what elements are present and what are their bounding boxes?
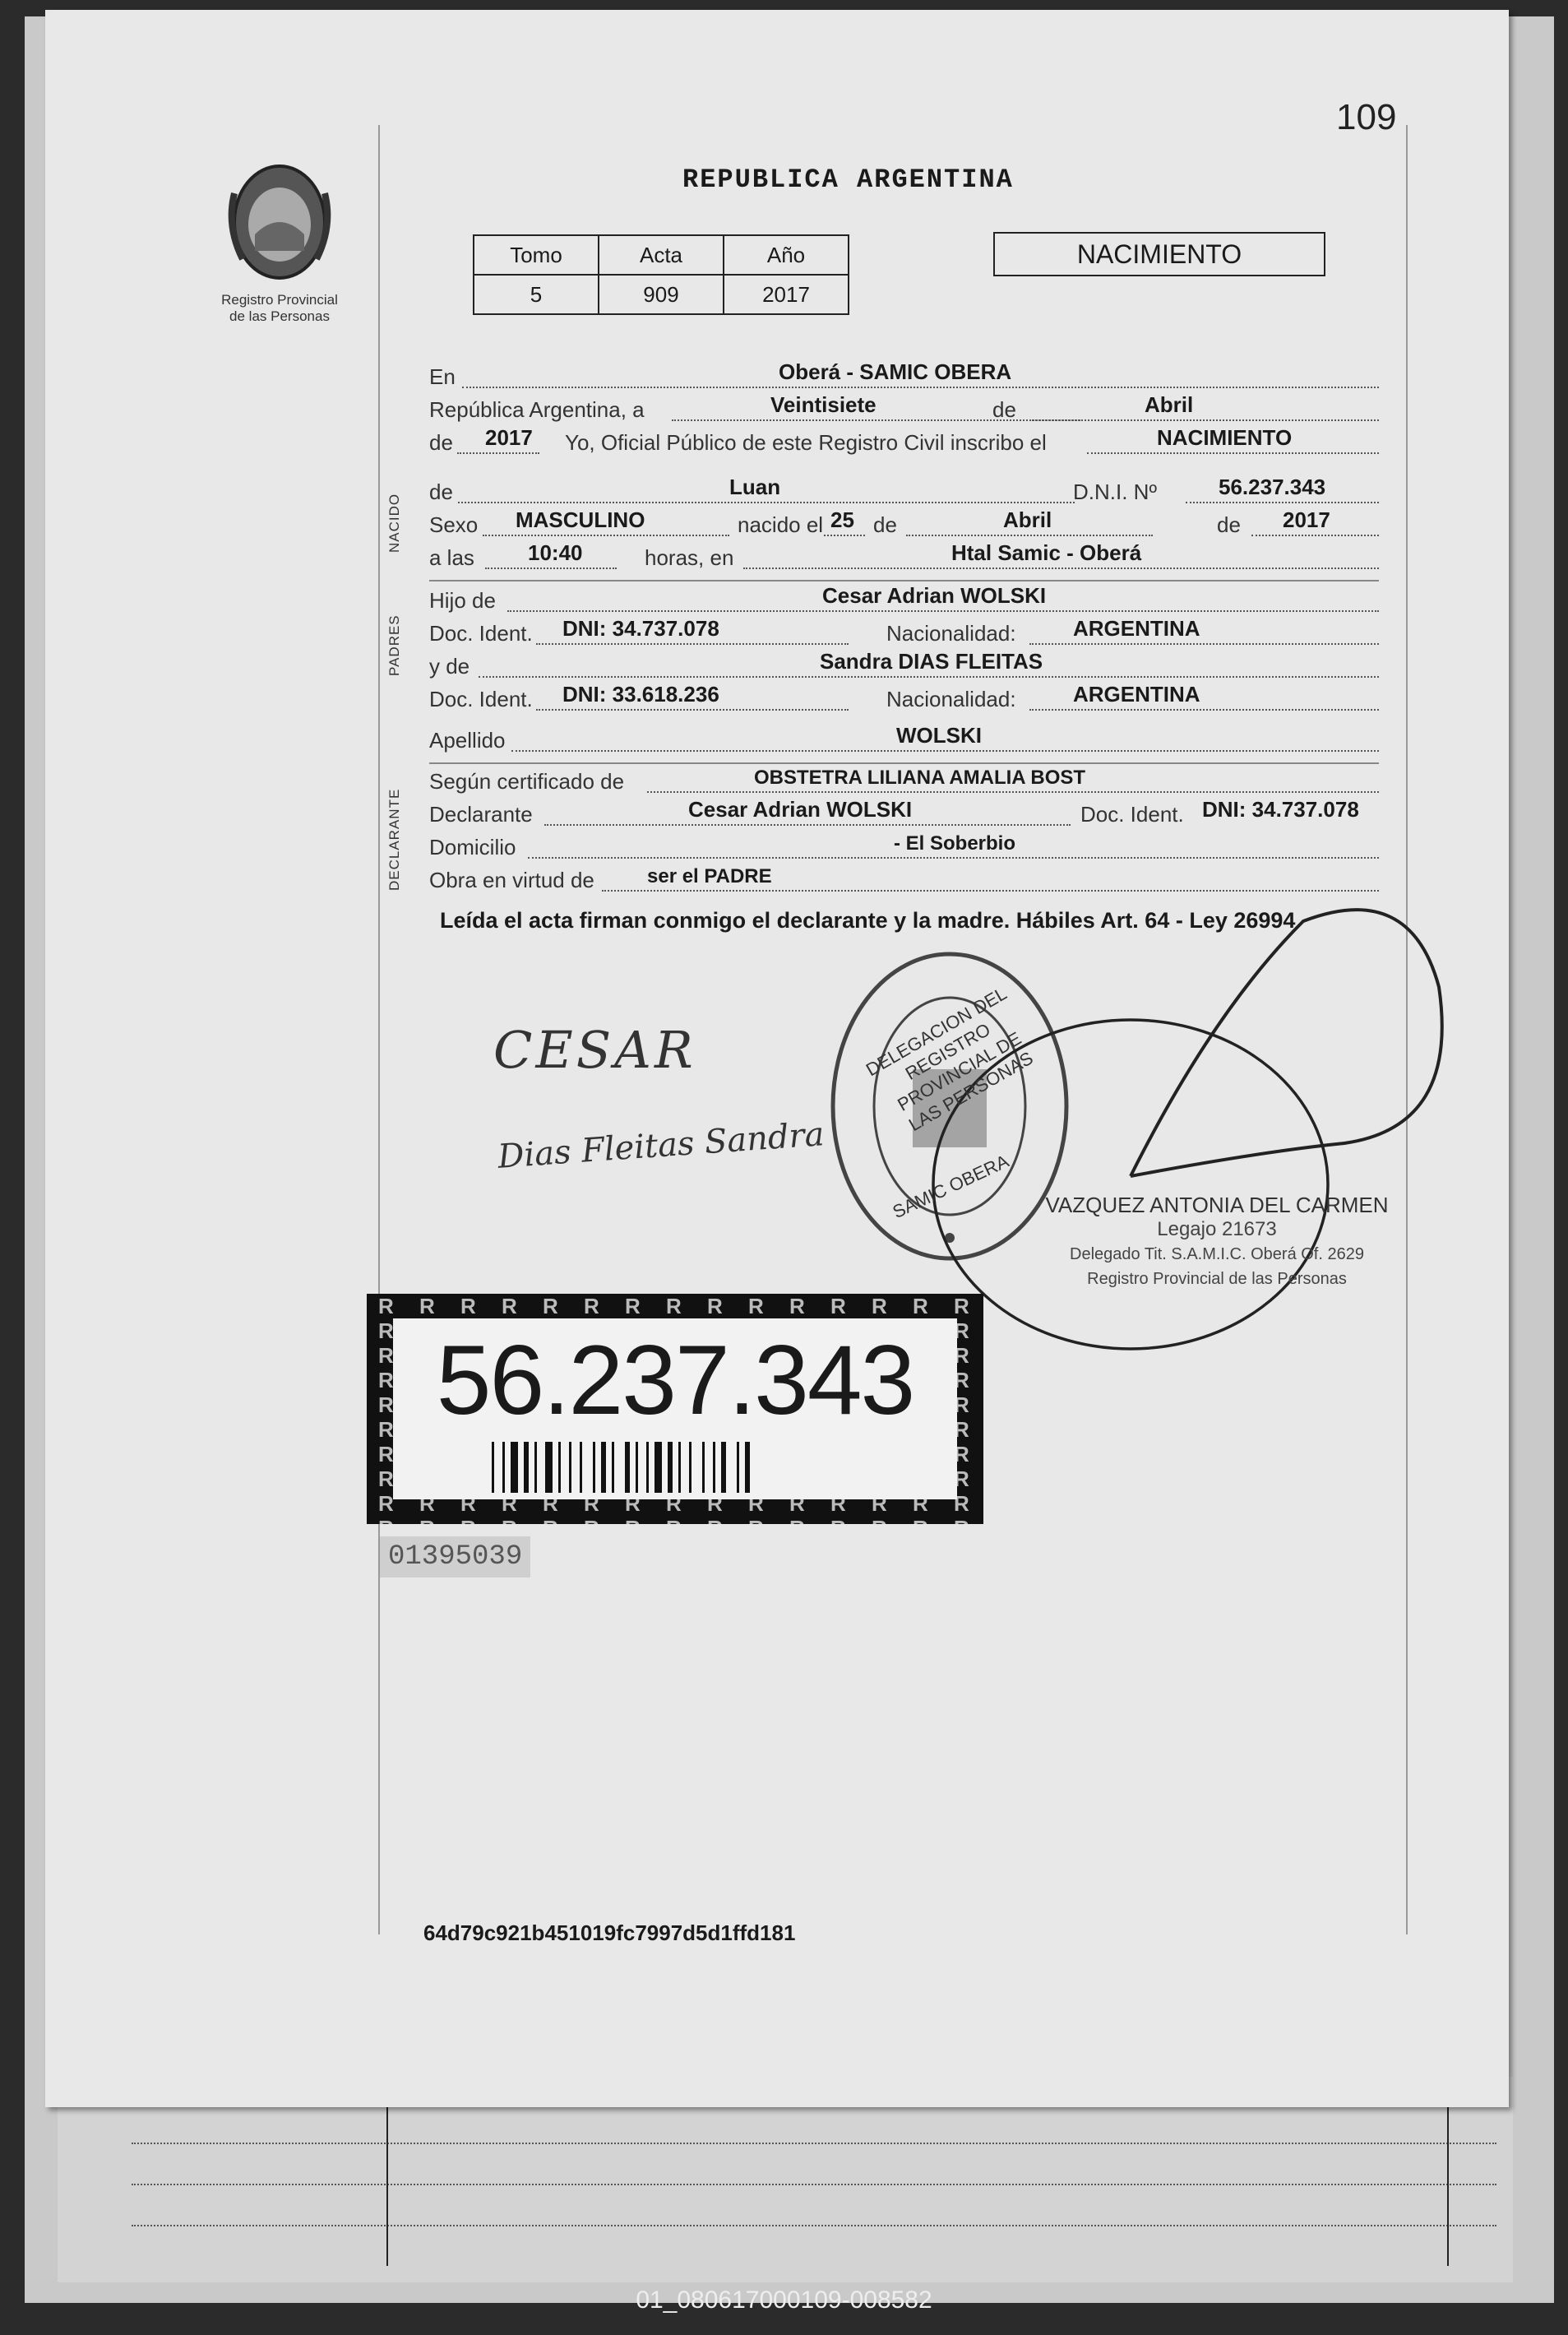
stamp-ring-text: DELEGACION DEL REGISTRO PROVINCIAL DE LAS PERSONAS [862,983,1037,1136]
back-form [58,2077,1513,2282]
barcode-bar [502,1442,505,1493]
barcode-bar [569,1442,571,1493]
record-type-box: NACIMIENTO [993,232,1325,276]
barcode-bar [668,1442,673,1493]
stamp-text [1040,1193,1394,1291]
barcode-inner [393,1318,957,1499]
label-officer: Yo, Oficial Público de este Registro Civil inscribo el [565,430,1047,455]
reference-header-row [474,235,849,275]
label-hijo-de: Hijo de [429,588,496,613]
section-label-declarante: DECLARANTE [386,788,402,891]
stamp-role: Delegado Tit. S.A.M.I.C. Oberá Of. 2629 [1070,1245,1364,1263]
stamp-official-name: VAZQUEZ ANTONIA DEL CARMEN [1045,1193,1389,1217]
label-y-de: y de [429,654,470,679]
barcode-bar [737,1442,739,1493]
barcode-bar [492,1442,494,1493]
row-newborn-name [429,477,1379,508]
barcode-bar [654,1442,662,1493]
row-capacity [429,865,1379,896]
label-nationality-1: Nacionalidad: [886,621,1016,646]
value-sex: MASCULINO [516,507,645,532]
value-time: 10:40 [528,540,583,565]
barcode-bar [601,1442,606,1493]
reference-header-tomo: Tomo [474,235,599,275]
barcode-bar [524,1442,529,1493]
label-republic: República Argentina, a [429,397,645,422]
reference-value-tomo: 5 [474,275,599,314]
barcode-bars [492,1442,858,1493]
label-doc-1: Doc. Ident. [429,621,533,646]
section-label-nacido: NACIDO [386,493,402,553]
label-dni: D.N.I. Nº [1073,480,1157,504]
row-father-doc [429,618,1379,650]
barcode-label [367,1294,983,1524]
row-mother-doc [429,684,1379,716]
barcode-bar [593,1442,595,1493]
row-officer [429,425,1379,459]
barcode-bar [558,1442,561,1493]
value-certificate: OBSTETRA LILIANA AMALIA BOST [754,767,1086,789]
row-father [429,583,1379,617]
registry-name-line-2: de las Personas [229,308,330,324]
reference-header-anio: Año [724,235,849,275]
label-a-las: a las [429,545,474,570]
barcode-bar [646,1442,649,1493]
row-certificate [429,767,1379,798]
label-born: nacido el [738,512,824,537]
mother-signature: Dias Fleitas Sandra [496,1115,826,1176]
label-declarante: Declarante [429,802,533,827]
value-address: - El Soberbio [894,832,1016,855]
section-label-padres: PADRES [386,614,402,676]
value-birth-day: 25 [830,507,854,532]
row-date [429,392,1379,426]
page-title: REPUBLICA ARGENTINA [682,164,1014,195]
value-father-nationality: ARGENTINA [1073,616,1200,641]
reference-value-row [474,275,849,314]
stamp-legajo: Legajo 21673 [1157,1218,1277,1240]
value-capacity: ser el PADRE [647,865,772,887]
value-declarant-name: Cesar Adrian WOLSKI [688,797,913,822]
barcode-bar [636,1442,638,1493]
value-mother-name: Sandra DIAS FLEITAS [820,649,1043,674]
label-doc-3: Doc. Ident. [1080,802,1184,827]
reference-table [473,234,849,315]
label-en: En [429,364,456,389]
label-capacity: Obra en virtud de [429,868,594,892]
barcode-bar [702,1442,705,1493]
barcode-bar [580,1442,582,1493]
value-mother-doc: DNI: 33.618.236 [562,682,719,707]
province-coat-of-arms-icon [218,160,341,284]
barcode-bar [511,1442,518,1493]
barcode-bar [689,1442,691,1493]
label-horas: horas, en [645,545,734,570]
value-mother-nationality: ARGENTINA [1073,682,1200,707]
row-place [429,359,1379,393]
value-record-type: NACIMIENTO [1157,425,1293,450]
row-newborn-time [429,540,1379,574]
document-hash: 64d79c921b451019fc7997d5d1ffd181 [423,1920,796,1945]
label-nationality-2: Nacionalidad: [886,687,1016,711]
value-surname: WOLSKI [896,723,982,748]
row-address [429,832,1379,864]
value-year: 2017 [485,425,533,450]
value-father-doc: DNI: 34.737.078 [562,616,719,641]
label-de-1: de [992,397,1016,422]
label-de-3: de [429,480,453,504]
value-newborn-name: Luan [729,475,781,499]
row-surname [429,725,1379,757]
declarant-signature: CESAR [493,1020,696,1080]
barcode-bar [678,1442,681,1493]
label-sexo: Sexo [429,512,479,537]
value-birth-month: Abril [1003,507,1052,532]
value-month: Abril [1145,392,1194,417]
barcode-bar [721,1442,726,1493]
barcode-dni: 56.237.343 [436,1325,914,1435]
registry-name [197,292,362,325]
value-father-name: Cesar Adrian WOLSKI [822,583,1047,608]
value-birth-year: 2017 [1283,507,1330,532]
stamp-registry: Registro Provincial de las Personas [1087,1270,1347,1288]
serial-number: 01395039 [380,1536,530,1578]
barcode-bar [612,1442,614,1493]
registry-name-line-1: Registro Provincial [221,292,338,308]
footer-filename: 01_080617000109-008582 [636,2286,932,2314]
barcode-bar [534,1442,537,1493]
value-place: Oberá - SAMIC OBERA [779,359,1012,384]
row-newborn-birth [429,507,1379,541]
label-doc-2: Doc. Ident. [429,687,533,711]
value-birthplace: Htal Samic - Oberá [951,540,1142,565]
official-signature [917,896,1451,1365]
label-certificate: Según certificado de [429,769,625,794]
label-de-5: de [1217,512,1241,537]
value-day-words: Veintisiete [770,392,877,417]
value-declarant-doc: DNI: 34.737.078 [1202,797,1359,822]
page-number: 109 [1336,97,1397,137]
barcode-bar [625,1442,630,1493]
closing-text: Leída el acta firman conmigo el declarante y la madre. Hábiles Art. 64 - Ley 26994 [440,908,1296,933]
label-domicilio: Domicilio [429,835,516,859]
barcode-bar [745,1442,750,1493]
reference-value-anio: 2017 [724,275,849,314]
reference-value-acta: 909 [599,275,724,314]
reference-header-acta: Acta [599,235,724,275]
barcode-bar [713,1442,715,1493]
stamp-ring-bottom: SAMIC OBERA [889,1150,1012,1223]
label-de-4: de [873,512,897,537]
row-mother [429,651,1379,683]
label-apellido: Apellido [429,728,506,753]
row-declarant [429,799,1379,831]
label-de-2: de [429,430,453,455]
barcode-bar [545,1442,553,1493]
value-newborn-dni: 56.237.343 [1219,475,1326,499]
